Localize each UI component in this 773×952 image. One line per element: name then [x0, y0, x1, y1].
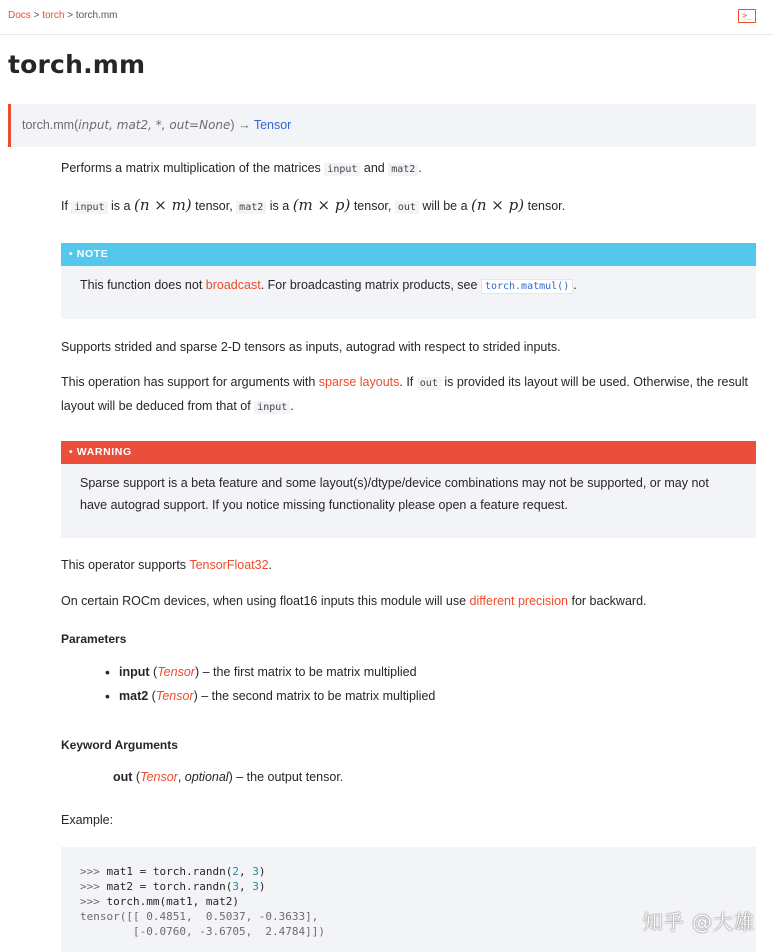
- text: is a: [111, 199, 131, 213]
- text: This function does not: [80, 278, 203, 292]
- signature-open-paren: (: [74, 118, 79, 132]
- terminal-icon[interactable]: >_: [738, 9, 756, 23]
- code-text: ,: [238, 865, 253, 878]
- breadcrumb-torch-link[interactable]: torch: [42, 10, 65, 21]
- text: and: [363, 161, 385, 175]
- support-paragraph-1: Supports strided and sparse 2-D tensors as inputs, autograd with respect to strided inputs.: [61, 340, 561, 354]
- parameters-list: [105, 660, 435, 708]
- code-number: 3: [232, 880, 239, 893]
- text: is provided its layout will be used. Otherwise, the result layout will be deduced from that of: [61, 375, 748, 413]
- text: . For broadcasting matrix products, see: [260, 278, 478, 292]
- param-name: mat2: [119, 689, 149, 703]
- param-type-link[interactable]: Tensor: [157, 665, 195, 679]
- code-prompt: >>>: [80, 895, 100, 908]
- signature-arrow: →: [238, 118, 251, 132]
- text: This operation has support for arguments with: [61, 375, 316, 389]
- code-number: 3: [252, 865, 259, 878]
- breadcrumb-separator: >: [67, 10, 74, 21]
- code-prompt: >>>: [80, 880, 100, 893]
- rocm-paragraph: [61, 590, 751, 612]
- keyword-arguments-heading: Keyword Arguments: [61, 738, 178, 752]
- text: .: [268, 558, 273, 572]
- inline-code: mat2: [236, 201, 266, 214]
- note-title: • NOTE: [61, 243, 756, 266]
- code-text: mat1 = torch.randn(: [106, 865, 233, 878]
- text: is a: [269, 199, 290, 213]
- example-code-block[interactable]: [61, 847, 756, 952]
- text: This operator supports: [61, 558, 187, 572]
- breadcrumb: [8, 10, 118, 21]
- different-precision-link[interactable]: different precision: [469, 594, 568, 608]
- function-signature: [8, 104, 756, 147]
- watermark: 知乎 @大雄: [642, 910, 755, 934]
- code-text: ): [258, 880, 266, 893]
- torch-matmul-link[interactable]: torch.matmul(): [481, 279, 573, 294]
- code-number: 3: [252, 880, 259, 893]
- warning-body: Sparse support is a beta feature and some layout(s)/dtype/device combinations may not be supported, or may not have autograd support. If you notice missing functionality please open a feature request.: [80, 476, 709, 512]
- text: .: [418, 161, 422, 175]
- parameter-item-mat2: • mat2 (Tensor) – the second matrix to be matrix multiplied: [105, 684, 435, 708]
- breadcrumb-separator: >: [33, 10, 40, 21]
- parameter-item-input: • input (Tensor) – the first matrix to be matrix multiplied: [105, 660, 435, 684]
- code-text: torch.mm(mat1, mat2): [106, 895, 239, 908]
- text: tensor,: [195, 199, 233, 213]
- note-box: [61, 243, 756, 319]
- inline-code: out: [395, 201, 419, 214]
- inline-code: input: [71, 201, 107, 214]
- param-desc: – the first matrix to be matrix multiplied: [202, 665, 417, 679]
- code-text: mat2 = torch.randn(: [106, 880, 233, 893]
- math-expression: (m × p): [292, 196, 351, 214]
- param-type-link[interactable]: Tensor: [140, 770, 178, 784]
- inline-code: input: [324, 163, 360, 176]
- text: tensor.: [527, 199, 566, 213]
- text: .: [290, 399, 294, 413]
- inline-code: out: [417, 377, 441, 390]
- math-expression: (n × m): [133, 196, 192, 214]
- text: On certain ROCm devices, when using float16 inputs this module will use: [61, 594, 467, 608]
- param-optional: optional: [184, 770, 229, 784]
- code-prompt: >>>: [80, 865, 100, 878]
- warning-title: • WARNING: [61, 441, 756, 464]
- keyword-argument-out: out (Tensor, optional) – the output tensor.: [113, 770, 344, 784]
- warning-box: [61, 441, 756, 538]
- support-paragraph-2: [61, 371, 751, 419]
- note-body: [61, 266, 756, 298]
- signature-close-paren: ): [230, 118, 235, 132]
- breadcrumb-docs-link[interactable]: Docs: [8, 10, 31, 21]
- intro-paragraph-2: [61, 194, 751, 219]
- example-label: Example:: [61, 813, 114, 827]
- text: If: [61, 199, 68, 213]
- inline-code: mat2: [388, 163, 418, 176]
- text: will be a: [422, 199, 468, 213]
- tensorfloat32-link[interactable]: TensorFloat32: [189, 558, 269, 572]
- param-desc: – the second matrix to be matrix multiplied: [201, 689, 436, 703]
- broadcast-link[interactable]: broadcast: [205, 278, 261, 292]
- signature-return-type-link[interactable]: Tensor: [253, 118, 292, 132]
- math-expression: (n × p): [471, 196, 525, 214]
- param-name: out: [113, 770, 133, 784]
- text: tensor,: [353, 199, 392, 213]
- parameters-heading: Parameters: [61, 632, 127, 646]
- signature-name: torch.mm: [22, 118, 75, 132]
- bullet: •: [105, 664, 110, 680]
- code-output: tensor([[ 0.4851, 0.5037, -0.3633],: [80, 910, 319, 923]
- code-number: 2: [232, 865, 239, 878]
- param-desc: – the output tensor.: [236, 770, 344, 784]
- text: . If: [399, 375, 414, 389]
- top-bar: [0, 0, 773, 35]
- code-output: [-0.0760, -3.6705, 2.4784]]): [80, 925, 326, 938]
- code-text: ): [258, 865, 266, 878]
- text: .: [573, 278, 577, 292]
- signature-args: input, mat2, *, out=None: [78, 118, 231, 132]
- param-name: input: [119, 665, 150, 679]
- sparse-layouts-link[interactable]: sparse layouts: [318, 375, 400, 389]
- param-type-link[interactable]: Tensor: [155, 689, 194, 703]
- text: Performs a matrix multiplication of the matrices: [61, 161, 321, 175]
- text: for backward.: [571, 594, 647, 608]
- breadcrumb-current: torch.mm: [75, 10, 118, 21]
- code-text: ,: [238, 880, 253, 893]
- tf32-paragraph: [61, 554, 751, 576]
- bullet: •: [105, 688, 110, 704]
- inline-code: input: [254, 401, 290, 414]
- intro-paragraph-1: [61, 157, 751, 181]
- page-title: torch.mm: [8, 50, 146, 79]
